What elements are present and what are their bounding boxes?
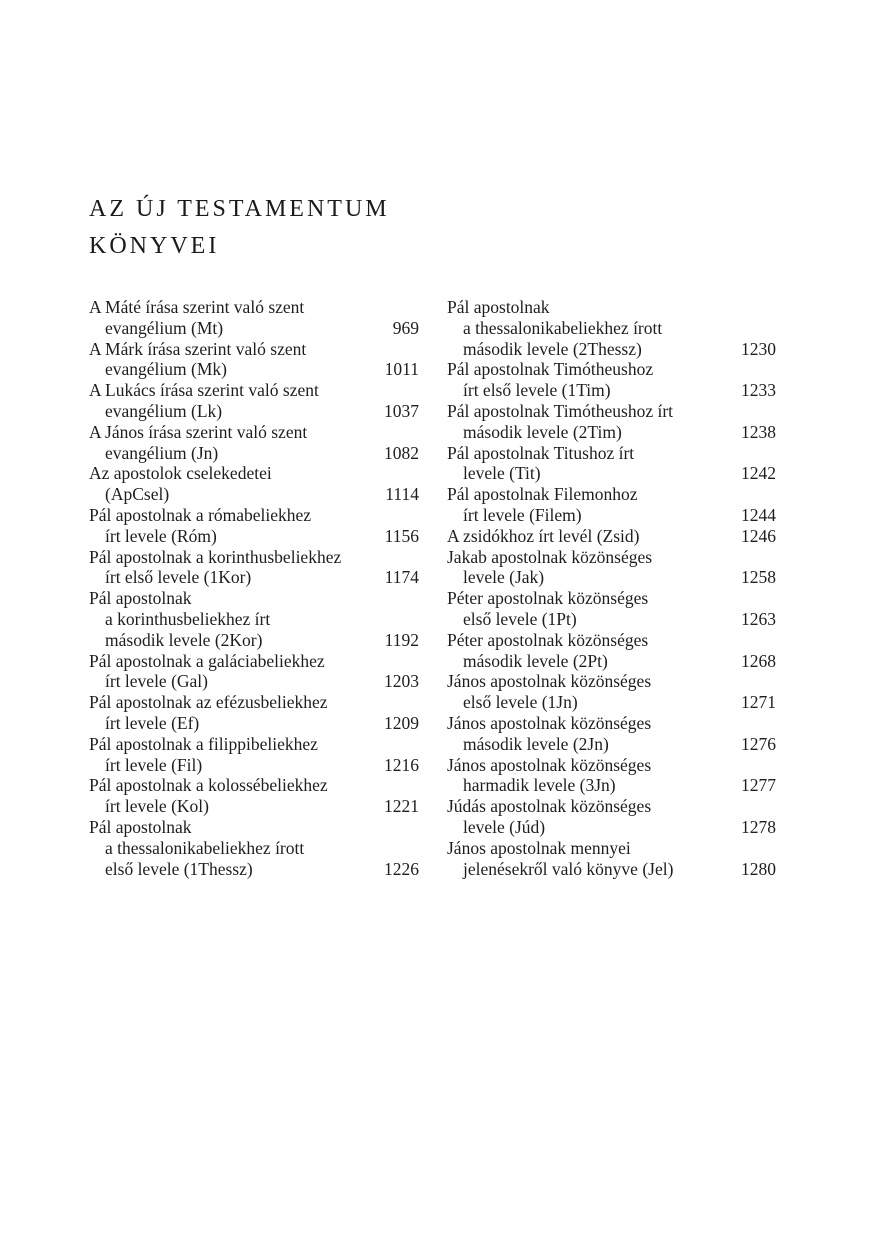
toc-entry-title-line: János apostolnak közönséges [447, 754, 652, 775]
toc-entry-title-line: levele (Júd) [463, 816, 546, 837]
toc-entry [447, 547, 776, 589]
toc-entry [447, 630, 776, 672]
toc-entry-title-line: Pál apostolnak [89, 816, 192, 837]
toc-column-right [447, 297, 776, 879]
toc-entry-title-line: második levele (2Jn) [463, 733, 609, 754]
toc-entry-title-line: Péter apostolnak közönséges [447, 629, 649, 650]
toc-entry-title-line: Pál apostolnak a rómabeliekhez [89, 504, 312, 525]
toc-entry-title-line: első levele (1Thessz) [105, 858, 253, 879]
toc-entry [447, 755, 776, 797]
toc-entry-title-line: Pál apostolnak Titushoz írt [447, 442, 635, 463]
page-title-line-2: KÖNYVEI [89, 233, 220, 259]
toc-entry-title-line: (ApCsel) [105, 484, 170, 505]
toc-entry-title-line: Pál apostolnak a filippibeliekhez [89, 733, 318, 754]
toc-entry [89, 422, 419, 464]
toc-entry-page-number: 1278 [741, 816, 776, 837]
toc-entry-title-line: János apostolnak közönséges [447, 712, 652, 733]
toc-entry [89, 651, 419, 693]
toc-entry-title-line: A Márk írása szerint való szent [89, 338, 307, 359]
toc-entry-title-line: írt levele (Róm) [105, 525, 217, 546]
toc-entry-page-number: 1114 [385, 484, 419, 505]
toc-entry-page-number: 1233 [741, 380, 776, 401]
toc-entry [447, 484, 776, 526]
toc-entry-title-line: első levele (1Pt) [463, 608, 577, 629]
toc-entry-page-number: 1230 [741, 338, 776, 359]
toc-entry [447, 796, 776, 838]
toc-entry-page-number: 1156 [384, 525, 419, 546]
toc-entry-page-number: 1280 [741, 858, 776, 879]
toc-entry [89, 547, 419, 589]
toc-entry-title-line: harmadik levele (3Jn) [463, 775, 616, 796]
toc-entry-title-line: második levele (2Pt) [463, 650, 608, 671]
toc-entry-title-line: második levele (2Thessz) [463, 338, 642, 359]
toc-entry-title-line: János apostolnak közönséges [447, 671, 652, 692]
toc-entry [89, 380, 419, 422]
toc-entry-title-line: írt első levele (1Kor) [105, 567, 252, 588]
toc-entry-title-line: Pál apostolnak az efézusbeliekhez [89, 692, 328, 713]
toc-entry-page-number: 1276 [741, 733, 776, 754]
toc-entry-title-line: Pál apostolnak Timótheushoz [447, 359, 654, 380]
toc-entry-page-number: 1244 [741, 504, 776, 525]
toc-column-left [89, 297, 419, 879]
toc-entry-title-line: írt első levele (1Tim) [463, 380, 611, 401]
toc-entry-page-number: 1174 [384, 567, 419, 588]
toc-entry-page-number: 1203 [384, 671, 419, 692]
toc-entry-title-line: első levele (1Jn) [463, 692, 578, 713]
toc-entry-title-line: A János írása szerint való szent [89, 421, 308, 442]
toc-entry-title-line: levele (Jak) [463, 567, 545, 588]
toc-entry-page-number: 1263 [741, 608, 776, 629]
toc-entry-title-line: evangélium (Jn) [105, 442, 219, 463]
toc-entry [89, 505, 419, 547]
toc-entry-title-line: A Máté írása szerint való szent [89, 297, 305, 317]
toc-entry-title-line: a korinthusbeliekhez írt [105, 608, 271, 629]
toc-entry [89, 463, 419, 505]
toc-entry-page-number: 1277 [741, 775, 776, 796]
toc-entry-title-line: Pál apostolnak a korinthusbeliekhez [89, 546, 342, 567]
toc-entry-page-number: 1216 [384, 754, 419, 775]
toc-entry-page-number: 1271 [741, 692, 776, 713]
toc-entry [89, 297, 419, 339]
toc-entry-page-number: 1246 [741, 525, 776, 546]
toc-entry [447, 588, 776, 630]
toc-entry-title-line: Jakab apostolnak közönséges [447, 546, 653, 567]
toc-entry-page-number: 969 [392, 317, 419, 338]
toc-entry-title-line: Pál apostolnak Timótheushoz írt [447, 400, 674, 421]
toc-entry [89, 734, 419, 776]
toc-entry-title-line: írt levele (Filem) [463, 504, 582, 525]
toc-entry-title-line: Az apostolok cselekedetei [89, 463, 272, 484]
toc-entry-title-line: Pál apostolnak Filemonhoz [447, 484, 638, 505]
toc-entry-title-line: A zsidókhoz írt levél (Zsid) [447, 525, 640, 546]
toc-entry-title-line: írt levele (Kol) [105, 796, 209, 817]
toc-entry [447, 526, 776, 547]
toc-entry-title-line: evangélium (Lk) [105, 400, 223, 421]
toc-entry-title-line: második levele (2Tim) [463, 421, 622, 442]
toc-entry [447, 838, 776, 880]
toc-entry [89, 339, 419, 381]
toc-entry-page-number: 1268 [741, 650, 776, 671]
toc-entry-page-number: 1011 [384, 359, 419, 380]
toc-entry [89, 692, 419, 734]
toc-entry [447, 359, 776, 401]
toc-entry-page-number: 1226 [384, 858, 419, 879]
toc-entry-title-line: Pál apostolnak [89, 588, 192, 609]
toc-entry-title-line: Júdás apostolnak közönséges [447, 796, 652, 817]
toc-entry-page-number: 1242 [741, 463, 776, 484]
toc-entry-title-line: evangélium (Mk) [105, 359, 227, 380]
toc-entry-title-line: Pál apostolnak a kolossébeliekhez [89, 775, 328, 796]
toc-entry-title-line: a thessalonikabeliekhez írott [463, 317, 663, 338]
toc-entry-title-line: második levele (2Kor) [105, 629, 263, 650]
toc-entry [447, 443, 776, 485]
toc-entry-title-line: Péter apostolnak közönséges [447, 588, 649, 609]
toc-entry-page-number: 1192 [384, 629, 419, 650]
toc-entry [447, 671, 776, 713]
toc-entry-page-number: 1209 [384, 712, 419, 733]
page-title [89, 191, 390, 265]
toc-entry [447, 401, 776, 443]
toc-entry-title-line: írt levele (Fil) [105, 754, 203, 775]
toc-entry-title-line: jelenésekről való könyve (Jel) [463, 858, 674, 879]
toc-entry-title-line: evangélium (Mt) [105, 317, 224, 338]
toc-entry-title-line: A Lukács írása szerint való szent [89, 380, 319, 401]
toc-entry [447, 297, 776, 359]
toc-entry-page-number: 1258 [741, 567, 776, 588]
toc-entry-page-number: 1238 [741, 421, 776, 442]
toc-entry [89, 775, 419, 817]
toc-entry-title-line: Pál apostolnak [447, 297, 550, 317]
toc-entry-title-line: írt levele (Ef) [105, 712, 200, 733]
toc-entry-page-number: 1221 [384, 796, 419, 817]
toc-entry-title-line: a thessalonikabeliekhez írott [105, 837, 305, 858]
toc-entry [89, 588, 419, 650]
page-title-line-1: AZ ÚJ TESTAMENTUM [89, 196, 390, 222]
toc-entry-page-number: 1037 [384, 400, 419, 421]
toc-entry-title-line: levele (Tit) [463, 463, 541, 484]
toc-entry-title-line: János apostolnak mennyei [447, 837, 631, 858]
toc-entry-title-line: Pál apostolnak a galáciabeliekhez [89, 650, 325, 671]
toc-entry-title-line: írt levele (Gal) [105, 671, 209, 692]
toc-entry [89, 817, 419, 879]
toc-entry [447, 713, 776, 755]
toc-entry-page-number: 1082 [384, 442, 419, 463]
